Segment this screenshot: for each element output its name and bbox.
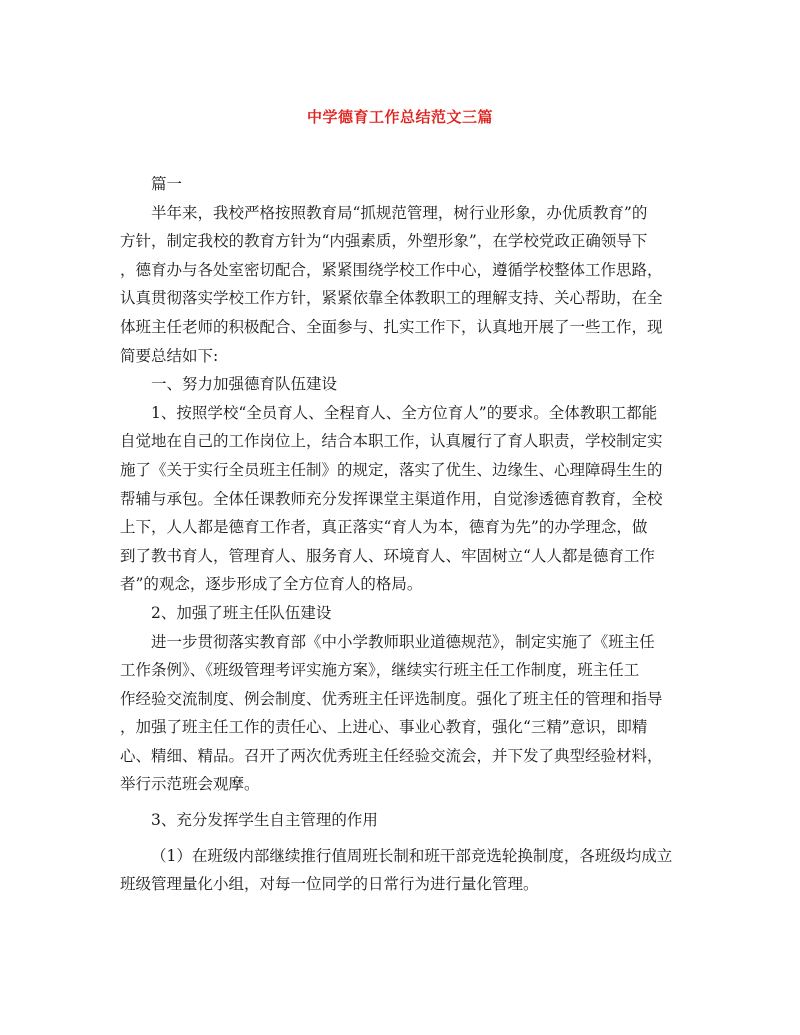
text-line: （1）在班级内部继续推行值周班长制和班干部竞选轮换制度，各班级均成立 — [151, 846, 673, 865]
text-line: 半年来，我校严格按照教育局“抓规范管理，树行业形象，办优质教育”的 — [151, 203, 648, 222]
text-line: 工作条例》、《班级管理考评实施方案》，继续实行班主任工作制度，班主任工 — [120, 661, 640, 680]
text-line: 认真贯彻落实学校工作方针，紧紧依靠全体教职工的理解支持、关心帮助，在全 — [120, 289, 663, 308]
document-title: 中学德育工作总结范文三篇 — [306, 108, 493, 126]
text-line: 帮辅与承包。全体任课教师充分发挥课堂主渠道作用，自觉渗透德育教育，全校 — [120, 489, 663, 508]
text-line: 施了《关于实行全员班主任制》的规定，落实了优生、边缘生、心理障碍生生的 — [120, 460, 663, 479]
text-line: 简要总结如下: — [120, 346, 219, 365]
text-line: 者”的观念，逐步形成了全方位育人的格局。 — [120, 575, 423, 594]
text-line: 进一步贯彻落实教育部《中小学教师职业道德规范》，制定实施了《班主任 — [151, 632, 655, 651]
section-heading: 一、努力加强德育队伍建设 — [151, 375, 338, 394]
subsection-heading: 3、充分发挥学生自主管理的作用 — [151, 811, 378, 830]
text-line: 作经验交流制度、例会制度、优秀班主任评选制度。强化了班主任的管理和指导 — [120, 689, 663, 708]
text-line: ，加强了班主任工作的责任心、上进心、事业心教育，强化“三精”意识，即精 — [120, 718, 648, 737]
subsection-heading: 2、加强了班主任队伍建设 — [151, 603, 332, 622]
text-line: ，德育办与各处室密切配合，紧紧围绕学校工作中心，遵循学校整体工作思路， — [120, 260, 663, 279]
document-body — [120, 170, 690, 899]
text-line: 举行示范班会观摩。 — [120, 775, 260, 794]
text-line: 1、按照学校“全员育人、全程育人、全方位育人”的要求。全体教职工都能 — [151, 403, 658, 422]
text-line: 自觉地在自己的工作岗位上，结合本职工作，认真履行了育人职责，学校制定实 — [120, 432, 663, 451]
text-line: 心、精细、精品。召开了两次优秀班主任经验交流会，并下发了典型经验材料， — [120, 746, 663, 765]
text-line: 班级管理量化小组，对每一位同学的日常行为进行量化管理。 — [120, 875, 539, 894]
text-line: 体班主任老师的积极配合、全面参与、扎实工作下，认真地开展了一些工作，现 — [120, 317, 663, 336]
text-line: 篇一 — [151, 175, 183, 193]
text-line: 到了教书育人，管理育人、服务育人、环境育人、牢固树立“人人都是德育工作 — [120, 546, 655, 565]
text-line: 上下，人人都是德育工作者，真正落实“育人为本，德育为先”的办学理念，做 — [120, 518, 648, 537]
text-line: 方针，制定我校的教育方针为“内强素质，外塑形象”，在学校党政正确领导下 — [120, 232, 648, 251]
